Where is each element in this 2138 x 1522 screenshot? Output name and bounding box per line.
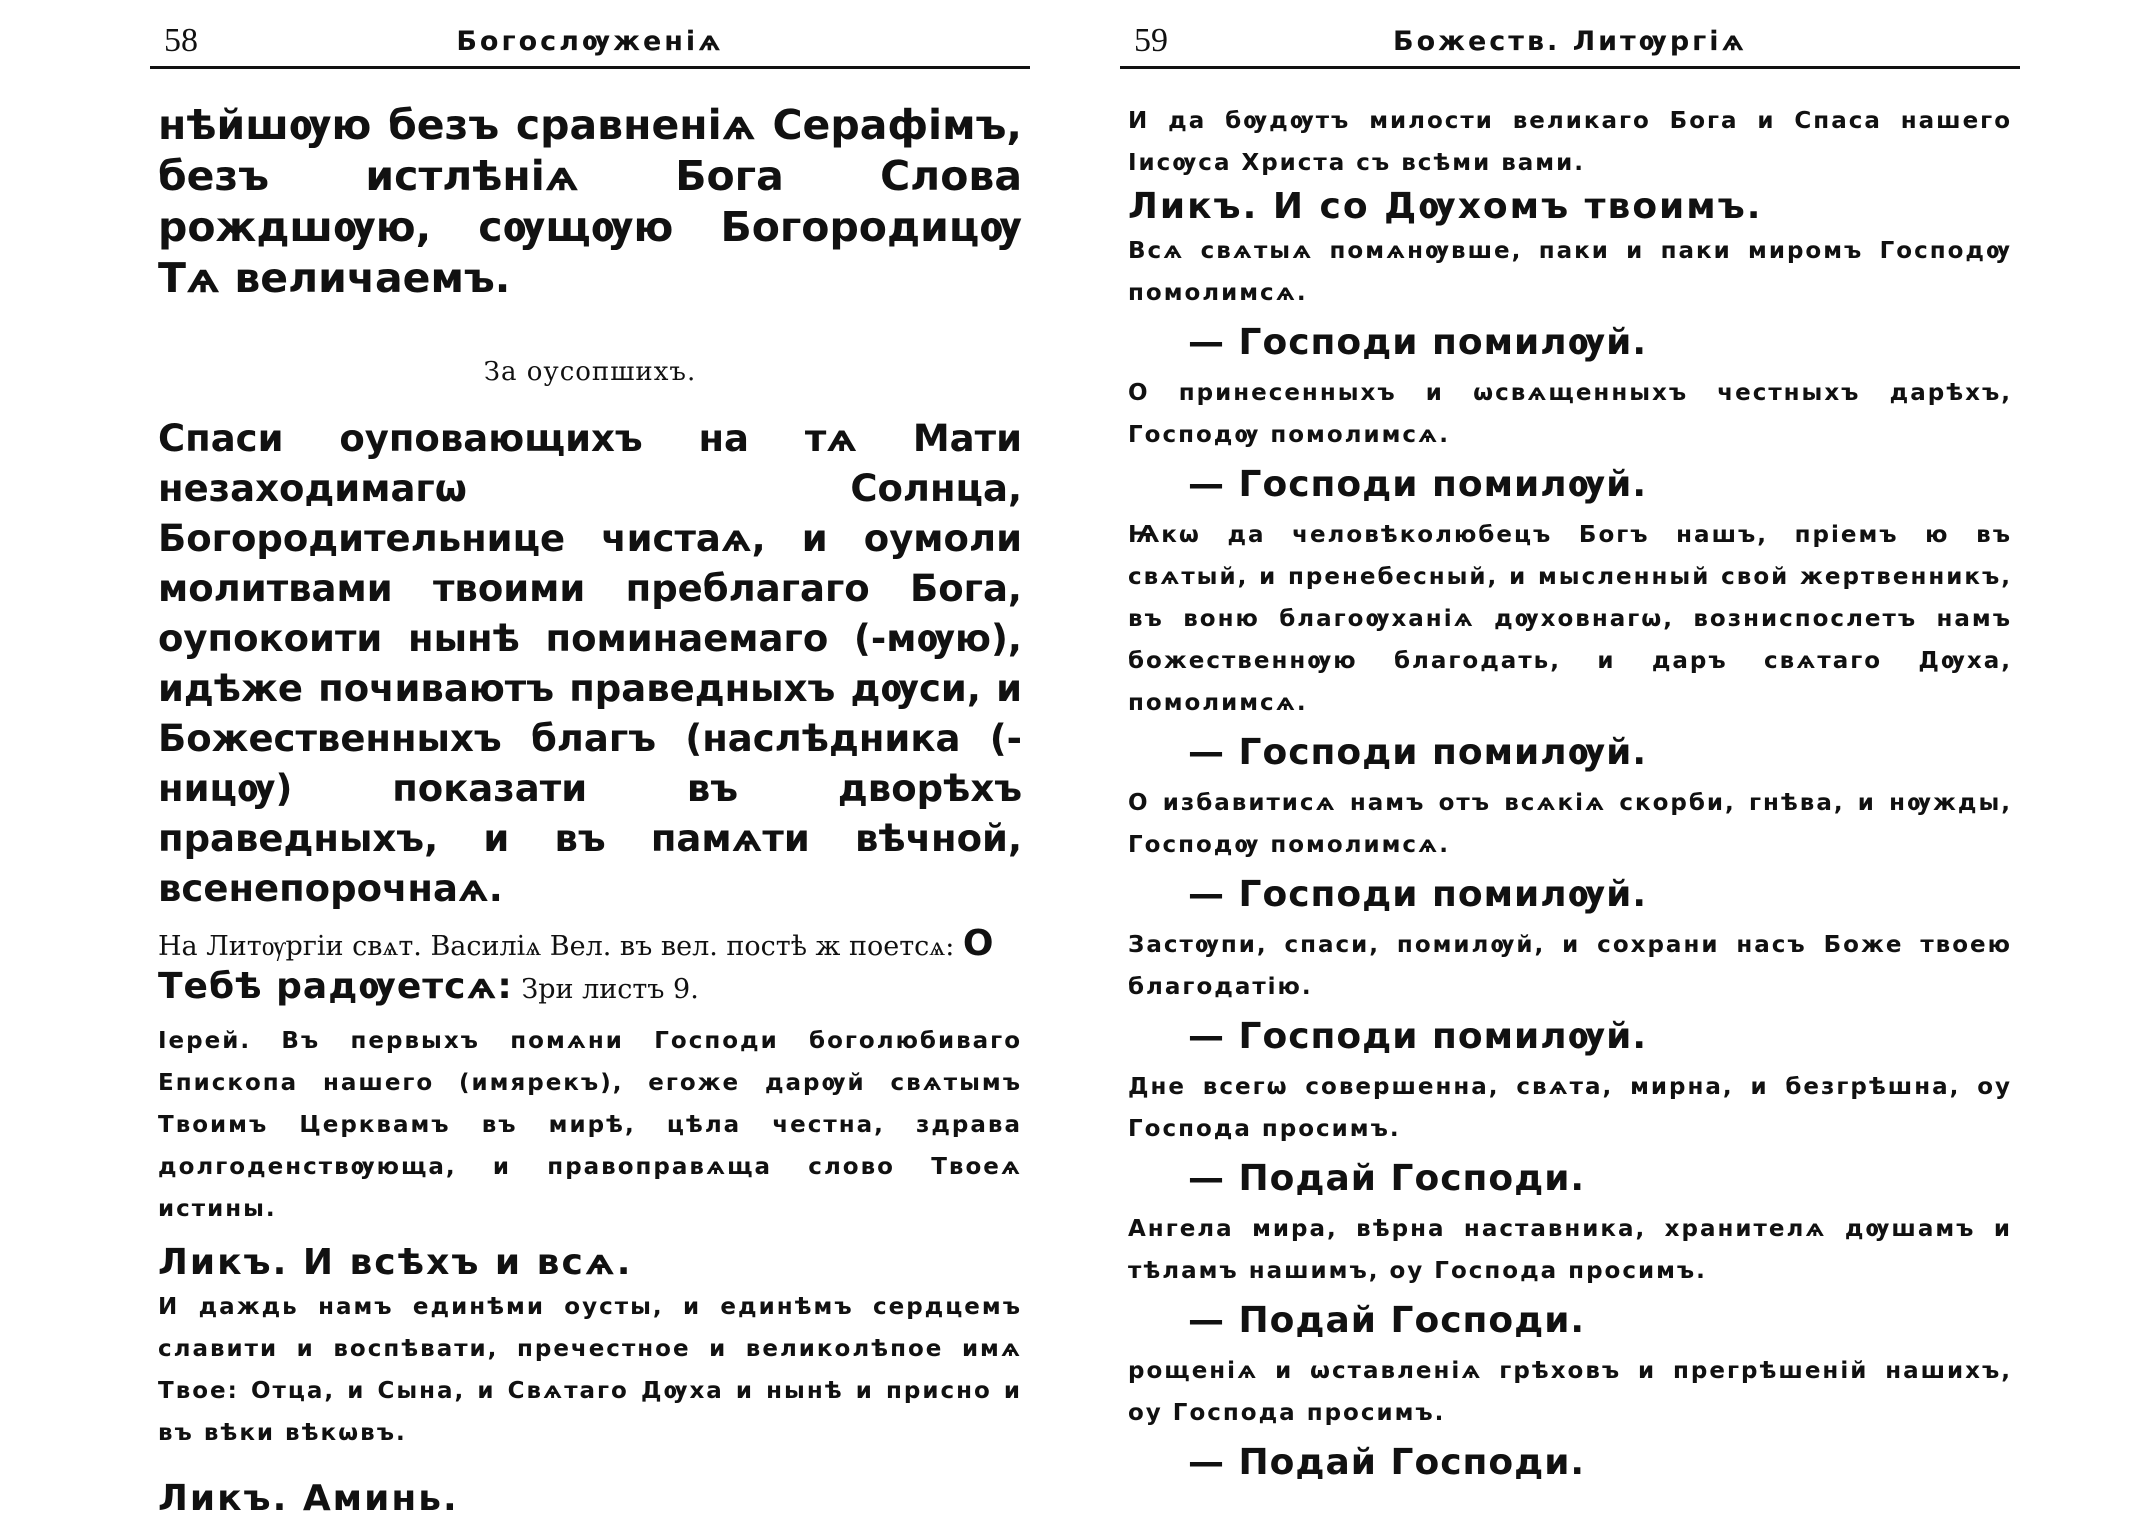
running-title-left: Богослѹженіѧ <box>456 26 724 57</box>
response-3: — Господи помилѹй. <box>1188 732 1648 773</box>
response-2: — Господи помилѹй. <box>1188 464 1648 505</box>
left-body-text <box>158 100 1022 1522</box>
petition-2: О принесенныхъ и ѡсвѧщенныхъ честныхъ дарѣхъ, Господѹ помолимсѧ. <box>1128 380 2012 448</box>
page-number-right: 59 <box>1134 22 1168 59</box>
petition-4: О избавитисѧ намъ отъ всѧкіѧ скорби, гнѣва, и нѹжды, Господѹ помолимсѧ. <box>1128 790 2012 858</box>
petition-8: рощеніѧ и ѡставленіѧ грѣховъ и прегрѣшеній нашихъ, оу Господа просимъ. <box>1128 1358 2012 1426</box>
response-5: — Господи помилѹй. <box>1188 1016 1648 1057</box>
page-number-left: 58 <box>164 22 198 59</box>
response-7: — Подай Господи. <box>1188 1300 1586 1341</box>
petition-7: Ангела мира, вѣрна наставника, хранителѧ дѹшамъ и тѣламъ нашимъ, оу Господа просимъ. <box>1128 1216 2012 1284</box>
right-page <box>1120 0 2020 1500</box>
rubric-basil-suffix: Зри листъ 9. <box>521 974 699 1005</box>
paragraph-priest-bishop: Іерей. Въ первыхъ помѧни Господи боголюбиваго Епископа нашего (имярекъ), егоже дарѹй свѧтымъ Твоимъ Церквамъ въ мирѣ, цѣла честна, здрава долгоденствѹюща, и правоправѧща слово Твоеѧ истины. <box>158 1028 1022 1222</box>
left-page <box>150 0 1030 1519</box>
choir-response-all: Ликъ. И всѣхъ и всѧ. <box>158 1242 633 1283</box>
choir-response-spirit: Ликъ. И со Дѹхомъ твоимъ. <box>1128 186 1763 227</box>
petition-6: Дне всегѡ совершенна, свѧта, мирна, и безгрѣшна, оу Господа просимъ. <box>1128 1074 2012 1142</box>
paragraph-continuation: нѣйшѹю безъ сравненіѧ Серафімъ, безъ истлѣніѧ Бога Слова рождшѹю, сѹщѹю Богородицѹ Тѧ величаемъ. <box>158 101 1022 302</box>
rubric-basil-prefix: На Литѹргіи свѧт. Василіѧ Вел. въ вел. постѣ ж поетсѧ: <box>158 931 955 962</box>
running-head-left <box>150 18 1030 69</box>
response-4: — Господи помилѹй. <box>1188 874 1648 915</box>
right-body-text <box>1128 100 2012 1492</box>
response-6: — Подай Господи. <box>1188 1158 1586 1199</box>
running-head-right <box>1120 18 2020 69</box>
paragraph-prayer-deceased: Спаси оуповающихъ на тѧ Мати незаходимагѡ Солнца, Богородительнице чистаѧ, и оумоли молитвами твоими преблагаго Бога, оупокоити нынѣ поминаемаго (-мѹю), идѣже почиваютъ праведныхъ дѹси, и Божественныхъ благъ (наслѣдника (-ницѹ) показати въ дворѣхъ праведныхъ, и въ памѧти вѣчной, всенепорочнаѧ. <box>158 417 1022 910</box>
petition-3: Ѩкѡ да человѣколюбецъ Богъ нашъ, пріемъ ю въ свѧтый, и пренебесный, и мысленный свой жертвенникъ, въ воню благоѹханіѧ дѹховнагѡ, возниспослетъ намъ божественнѹю благодать, и даръ свѧтаго Дѹха, помолимсѧ. <box>1128 522 2012 716</box>
rubric-basil-liturgy <box>158 924 1022 1010</box>
running-title-right: Божеств. Литѹргіѧ <box>1392 26 1748 57</box>
paragraph-mercies: И да бѹдѹтъ милости великаго Бога и Спаса нашего Іисѹса Христа съ всѣми вами. <box>1128 108 2012 176</box>
heading-for-deceased: За оусопшихъ. <box>483 357 697 387</box>
petition-5: Застѹпи, спаси, помилѹй, и сохрани насъ Боже твоею благодатію. <box>1128 932 2012 1000</box>
response-8: — Подай Господи. <box>1188 1442 1586 1483</box>
response-1: — Господи помилѹй. <box>1188 322 1648 363</box>
petition-1: Всѧ свѧтыѧ помѧнѹвше, паки и паки миромъ Господѹ помолимсѧ. <box>1128 238 2012 306</box>
paragraph-doxology: И даждь намъ единѣми оусты, и единѣмъ сердцемъ славити и воспѣвати, пречестное и великолѣпое имѧ Твое: Отца, и Сына, и Свѧтаго Дѹха и нынѣ и присно и въ вѣки вѣкѡвъ. <box>158 1294 1022 1446</box>
rubric-basil-hymn: О Тебѣ радѹетсѧ: <box>158 923 995 1007</box>
choir-response-amen: Ликъ. Аминь. <box>158 1478 459 1519</box>
